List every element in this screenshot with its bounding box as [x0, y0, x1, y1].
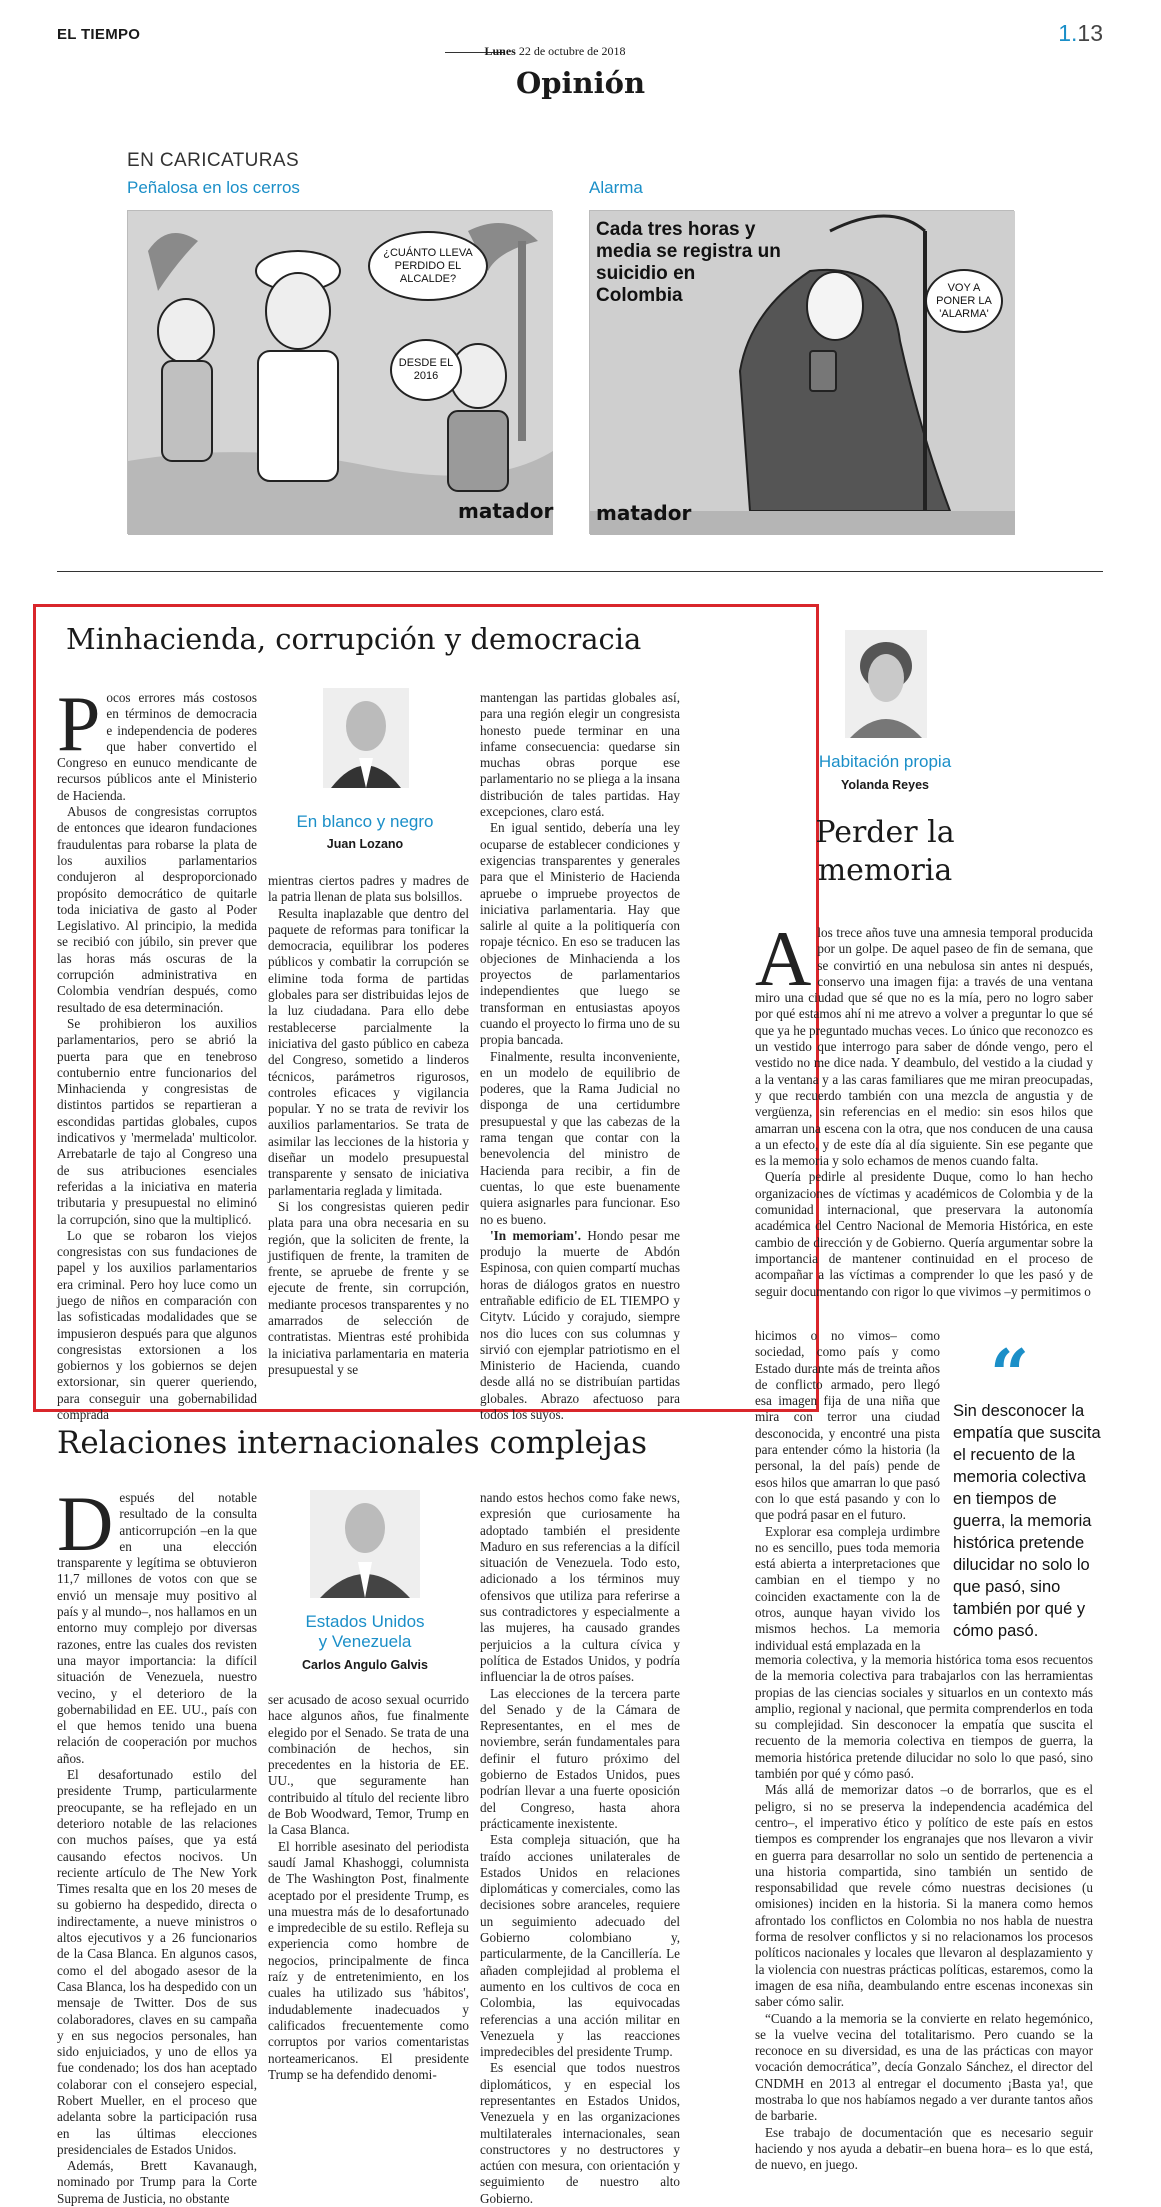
article1-column-1: Pocos errores más costosos en términos de democracia e independencia de poderes que haber convertido el Congreso en eunuco mendicante de recursos públicos ante el Ministerio de Hacienda. Abusos de congresistas corruptos de entonces que idearon fundaciones fraudulentas para robarse la plata de los auxilios parlamentarios condujeron al desproporcionado propósito democrático de quitarle toda iniciativa de gasto al Poder Legislativo. Al principio, la medida se recibió con júbilo, sin prever que las horas más oscuras de la corrupción administrativa en Colombia vendrían después, como resultado de esa determinación. Se prohibieron los auxilios parlamentarios, pero se abrió la puerta para que en tenebroso contubernio entre funcionarios del Minhacienda y congresistas de distintos partidos se repartieran a escondidas partidas globales, cupos indicativos y 'mermelada' multicolor. Arrebatarle de tajo al Congreso una de sus atribuciones esenciales referidas a la iniciativa en materia tributaria y presupuestal no eliminó la corrupción, sino que la multiplicó. Lo que se robaron los viejos congresistas con sus fundaciones de papel y los auxilios parlamentarios era criminal. Pero hoy luce como un juego de niños en comparación con las sofisticadas modalidades que se impusieron después para que algunos congresistas extorsionen a los gobiernos y los gobiernos se dejen extorsionar, sin querer queriendo, para conseguir una gobernabilidad comprada: [57, 680, 257, 1423]
issue-date: Lunes 22 de octubre de 2018: [484, 44, 626, 58]
author-photo-juan-lozano: [323, 688, 409, 788]
author-photo-yolanda-reyes: [845, 630, 927, 738]
speech-bubble-alarma: VOY A PONER LA 'ALARMA': [925, 269, 1003, 333]
article3-column-1: Después del notable resultado de la consulta anticorrupción –en la que en una elección transparente y legítima se obtuvieron 11,7 millones de votos con que se envió un mensaje muy positivo al país y al mundo–, nos hallamos en un entorno muy complejo por diversas razones, entre las cuales dos revisten una mayor importancia: la difícil situación de Venezuela, nuestro vecino, y el deterioro de la gobernabilidad en EE. UU., país con el que hemos tenido una buena relación de cooperación por muchos años. El desafortunado estilo del presidente Trump, particularmente preocupante, se ha reflejado en un deterioro notable de las relaciones con muchos países, que ya está causando efectos nocivos. Un reciente artículo de The New York Times resalta que en los 20 meses de su gobierno ha despedido, directa o indirectamente, a nueve ministros o altos ejecutivos y a 26 funcionarios de la Casa Blanca. En algunos casos, como el del abogado asesor de la Casa Blanca, los ha despedido con un mensaje de Twitter. Dos de sus colaboradores, claves en su campaña y en sus negocios personales, han sido enjuiciados, y uno de ellos ya fue condenado; los dos han aceptado colaborar con el consejero especial, Robert Mueller, en el proceso que adelanta sobre la participación rusa en las últimas elecciones presidenciales de Estados Unidos. Además, Brett Kavanaugh, nominado por Trump para la Corte Suprema de Justicia, no obstante: [57, 1480, 257, 2206]
dropcap-d: D: [57, 1480, 114, 1567]
author-carlos-angulo: Carlos Angulo Galvis: [302, 1658, 428, 1672]
article1-title: Minhacienda, corrupción y democracia: [66, 622, 642, 656]
article1-column-2: mientras ciertos padres y madres de la patria llenan de plata sus bolsillos. Resulta inaplazable que dentro del paquete de reformas para tonificar la democracia, equilibrar los poderes públicos y combatir la corrupción se elimine toda forma de partidas globales para ser distribuidas lejos de la luz ciudadana. Para ello debe restablecerse parcialmente la iniciativa del gasto público en cabeza del Congreso, sometido a linderos técnicos, parámetros rigurosos, controles eficaces y vigilancia popular. Y no se trata de revivir los auxilios parlamentarios. Se trata de asimilar las lecciones de la historia y diseñar un modelo presupuestal transparente y sensato de iniciativa parlamentaria reglada y limitada. Si los congresistas quieren pedir plata para una obra necesaria en su región, que la soliciten de frente, la justifiquen de frente, la tramiten de frente, se apruebe de frente y se ejecute de frente, sin corrupción, mediante procesos transparentes y no amarrados de selección de contratistas. Mientras esté prohibida la iniciativa parlamentaria en materia presupuestal y se: [268, 873, 469, 1377]
article3-title: Relaciones internacionales complejas: [57, 1425, 647, 1461]
article3-column-3: nando estos hechos como fake news, expresión que curiosamente ha adoptado también el presidente Maduro en sus referencias a la difícil situación de Venezuela. Todo esto, adicionado a los términos muy ofensivos que utiliza para referirse a sus contradictores y especialmente a las mujeres, ha causado grandes perjuicios a la cultura cívica y política de Estados Unidos, y podría influenciar la de otros países. Las elecciones de la tercera parte del Senado y de la Cámara de Representantes, en el mes de noviembre, serán fundamentales para definir el futuro próximo del gobierno de Estados Unidos, pues podrían llevar a una fuerte oposición del Congreso, hasta ahora prácticamente inexistente. Esta compleja situación, que ha traído acciones unilaterales de Estados Unidos en relaciones diplomáticas y comerciales, como las decisiones sobre aranceles, requiere un seguimiento adecuado del Gobierno colombiano y, particularmente, de la Cancillería. Le añaden complejidad al problema el aumento en los cultivos de coca en Colombia, las equivocadas referencias a una acción militar en Venezuela y las reacciones impredecibles del presidente Trump. Es esencial que todos nuestros diplomáticos, y en especial los representantes en Estados Unidos, Venezuela y en las organizaciones multilaterales internacionales, sean constructores y no destructores y actúen con mesura, con orientación y seguimiento de nuestro alto Gobierno.: [480, 1490, 680, 2206]
section-title: Opinión: [515, 66, 646, 100]
dropcap-p: P: [57, 680, 101, 767]
cartoon-penalosa: [127, 210, 552, 534]
cartoon-right-title: Alarma: [589, 178, 643, 197]
in-memoriam-label: 'In memoriam'.: [490, 1227, 581, 1243]
cartoon-alarma: [589, 210, 1014, 534]
cartoons-heading: EN CARICATURAS: [127, 150, 300, 171]
article2-body-narrow: hicimos o no vimos– como sociedad, como país y como Estado durante más de treinta años de conflicto armado, pero llegó esa imagen fija de una niña que mira con terror una ciudad desconocida, y encontré una pista para entender cómo la historia (la personal, la del país) pende de esos hilos que amarran lo que pasó con lo que está pasando y con lo que podrá pasar en el futuro. Explorar esa compleja urdimbre no es sencillo, pues toda memoria está abierta a interpretaciones que cambian en el tiempo y no coinciden exactamente con la de otros, aunque hayan vivido los mismos hechos. La memoria individual está emplazada en la: [755, 1328, 940, 1653]
article2-body-bottom: memoria colectiva, y la memoria histórica toma esos recuentos de la memoria colectiva para trabajarlos con las herramientas propias de las ciencias sociales y situarlos en un contexto más amplio, regional y nacional, que permita comprenderlos en toda su complejidad. Sin desconocer la empatía que suscita el recuento de la memoria colectiva en tiempos de guerra, la memoria histórica pretende dilucidar no solo lo que pasó, sino también por qué y cómo pasó. Más allá de memorizar datos –o de borrarlos, que es el peligro, si no se preserva la independencia académica del centro–, el imperativo ético y político de este país en estos tiempos es comprender los engranajes que nos llevaron a vivir en guerra para desarrollar no solo un sentido de pertenencia a una historia compartida, sino también un sentido de responsabilidad que revele cómo nuestras decisiones (u omisiones) inciden en la historia. Si la manera como hemos afrontado los conflictos en Colombia no nos habla de nuestra forma de resolver conflictos y si no relacionamos los procesos políticos nacionales y locales que llevaron al desplazamiento y la violencia con nuestras prácticas políticas, estaremos, como la imagen de esa niña, deambulando entre escenas inconexas sin saber cómo salir. “Cuando a la memoria se la convierte en relato hegemónico, se la vuelve vecina del totalitarismo. Pero cuando se la reconoce en su diversidad, es una de las prácticas con mayor vocación democrática”, decía Gonzalo Sánchez, el director del CNDMH en 2013 al entregar el documento ¡Basta ya!, que mostraba lo que nos habíamos negado a ver durante tantos años de barbarie. Ese trabajo de documentación que es necesario seguir haciendo y nos ayuda a debatir–en buena hora– es lo que está, de nuevo, en juego.: [755, 1652, 1093, 2173]
author-yolanda-reyes: Yolanda Reyes: [840, 778, 929, 792]
cartoon-left-title: Peñalosa en los cerros: [127, 178, 300, 197]
article2-body-top: Alos trece años tuve una amnesia temporal producida por un golpe. De aquel paseo de fin de semana, que se convirtió en una nebulosa sin antes ni después, conservo una imagen fija: a través de una ventana miro una ciudad que sé que no es la mía, pero no logro saber por qué estamos ahí ni me atrevo a volver a preguntar lo que sé que ya he preguntado muchas veces. Lo único que reconozco es un vestido que interrogo para saber de dónde vengo, pero el vestido no me dice nada. Y deambulo, del vestido a la ciudad y a la ventana y a las caras familiares que me miran preocupadas, y que recuerdo también con una mezcla de angustia y de vergüenza, sin referencias en el medio: sin esos hilos que amarran una escena con la otra, que nos conducen de una causa a un efecto, y de este día al día siguiente. Sin ese pegante que es la memoria y solo echamos de menos cuando falta. Quería pedirle al presidente Duque, como lo han hecho organizaciones de víctimas y académicos de Colombia y de la comunidad internacional, que preservara la autonomía académica del Centro Nacional de Memoria Histórica, en este cambio de dirección y de Gobierno. Quería argumentar sobre la importancia de mantener continuidad en el proceso de acompañar a las víctimas a comprender lo que les pasó y de seguir documentando con rigor lo que vivimos –y permitimos o: [755, 915, 1093, 1299]
column-name-1: En blanco y negro: [296, 812, 434, 831]
newspaper-masthead: EL TIEMPO: [57, 26, 141, 43]
section-divider: [57, 571, 1103, 572]
article1-column-3: mantengan las partidas globales así, para una región elegir un congresista honesto puede terminar en una infame consecuencia: quedarse sin muchas obras porque ese parlamentario no se pliega a la insana distribución de tales partidas. Hay excepciones, claro está. En igual sentido, debería una ley ocuparse de establecer condiciones y exigencias transparentes y generales para que el Ministerio de Hacienda apruebe o impruebe proyectos de iniciativa parlamentaria. Hay que salirle al quite a la politiquería con ropaje técnico. En eso se traducen las objeciones de Minhacienda a los proyectos de parlamentarios independientes que luego se transforman en entusiastas apoyos cuando el proyecto lo firma uno de su propia bancada. Finalmente, resulta inconveniente, en un modelo de equilibrio de poderes, que la Rama Judicial no disponga de una certidumbre presupuestal y que las cabezas de la rama tengan que contar con la benevolencia del ministro de Hacienda para recibir, a fin de cuentas, lo que este buenamente quiera asignarles para funcionar. Eso no es bueno. 'In memoriam'. Hondo pesar me produjo la muerte de Abdón Espinosa, con quien compartí muchas horas de diálogos gratos en nuestro entrañable edificio de EL TIEMPO y Citytv. Lúcido y corajudo, siempre nos dio luces con sus columnas y sirvió con ejemplar patriotismo en el Ministerio de Hacienda, cuando desde allá no se distribuían partidas globales. Abrazo afectuoso para todos los suyos.: [480, 690, 680, 1423]
cartoon-caption: Cada tres horas y media se registra un suicidio en Colombia: [596, 219, 781, 306]
cartoon-penalosa-drawing: [128, 211, 553, 535]
column-name-2: Habitación propia: [818, 752, 952, 771]
column-name-3: Estados Unidos y Venezuela: [305, 1612, 425, 1651]
speech-bubble-2: DESDE EL 2016: [390, 339, 462, 401]
page-number: 1.13: [1058, 20, 1103, 46]
quote-icon: “: [990, 1335, 1030, 1415]
pull-quote: Sin desconocer la empatía que suscita el recuento de la memoria colectiva en tiempos de guerra, la memoria histórica pretende dilucidar no solo lo que pasó, sino también por qué y cómo pasó.: [953, 1402, 1101, 1640]
article2-title: Perder la memoria: [815, 815, 955, 888]
article3-column-2: ser acusado de acoso sexual ocurrido hace algunos años, fue finalmente elegido por el Senado. Se trata de una combinación de hechos, sin precedentes en la historia de EE. UU., que seguramente han contribuido al título del reciente libro de Bob Woodward, Temor, Trump en la Casa Blanca. El horrible asesinato del periodista saudí Jamal Khashoggi, columnista de The Washington Post, finalmente aceptado por el presidente Trump, es una muestra más de lo desafortunado e impredecible de su estilo. Refleja su experiencia como hombre de negocios, principalmente de finca raíz y de entretenimiento, en los cuales ha utilizado sus 'hábitos', indudablemente inadecuados y calificados frecuentemente como corruptos por varios comentaristas norteamericanos. El presidente Trump se ha defendido denomi-: [268, 1692, 469, 2082]
cartoonist-signature-left: matador: [458, 499, 554, 523]
dropcap-a: A: [755, 915, 812, 1002]
cartoonist-signature-right: matador: [596, 501, 692, 525]
author-photo-carlos-angulo: [310, 1490, 420, 1598]
speech-bubble-1: ¿CUÁNTO LLEVA PERDIDO EL ALCALDE?: [368, 231, 488, 301]
author-juan-lozano: Juan Lozano: [326, 837, 404, 851]
